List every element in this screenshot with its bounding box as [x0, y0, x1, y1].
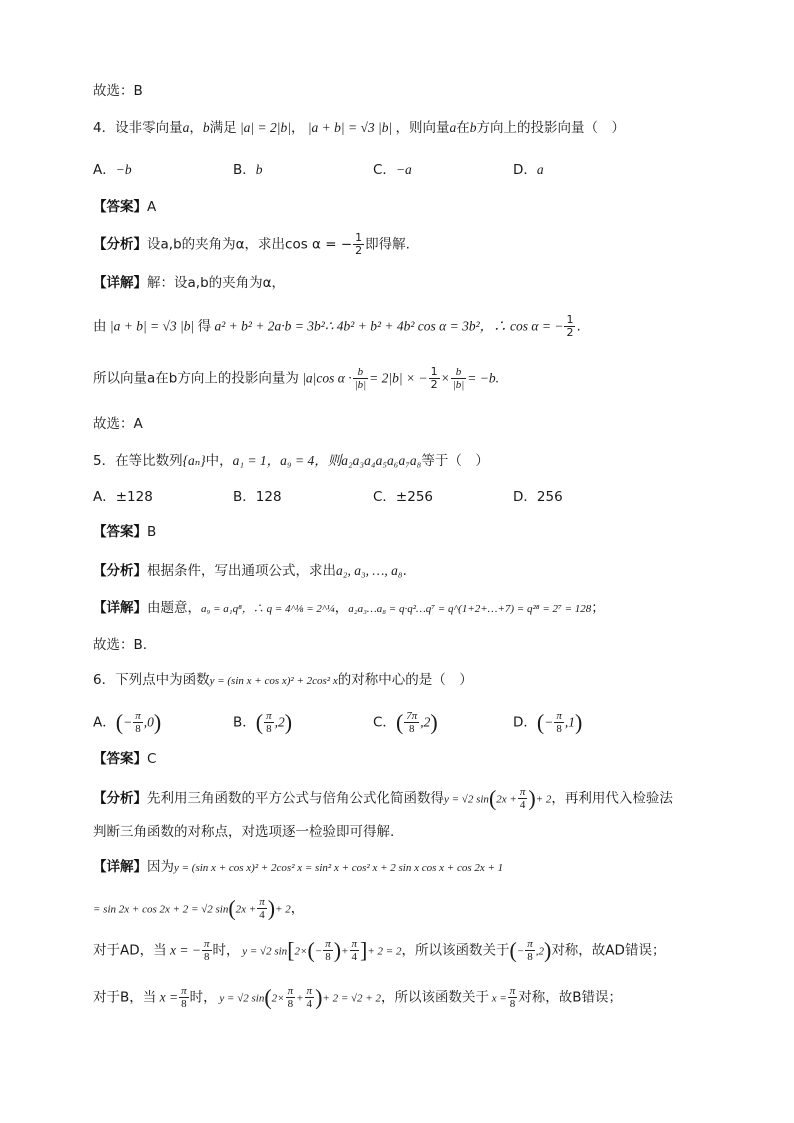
- q6-detail-1: 【详解】因为y = (sin x + cos x)² + 2cos² x = sin² x + cos² x + 2 sin x cos x + cos 2x + 1: [93, 859, 504, 875]
- q4-conclusion: 故选：A: [93, 416, 143, 432]
- q6-detail-4: 对于B，当 x = $\frac{\pi}{8}$ 时， y = √2 sin(2× $\frac{\pi}{8}$ + $\frac{\pi}{4}$ )+ 2 = √2 + 2，所以该函数关于 x = $\frac{\pi}{8}$ 对称，故B错误；: [93, 984, 623, 1010]
- q6-answer: 【答案】C: [93, 751, 157, 767]
- q6-detail-3: 对于AD，当 x = − $\frac{\pi}{8}$ 时， y = √2 sin[2×(− $\frac{\pi}{8}$ )+ $\frac{\pi}{4}$ ]+ 2 = 2，所以该函数关于(− $\frac{\pi}{8}$ ,2)对称，故AD错误；: [93, 937, 666, 963]
- q5-option-c: C．±256: [373, 489, 434, 505]
- q5-option-a: A．±128: [93, 489, 153, 505]
- q6-option-a: A．(− $\frac{\pi}{8}$ ,0): [93, 709, 162, 735]
- q5-option-d: D．256: [513, 489, 563, 505]
- q5-stem: 5．在等比数列{aₙ}中，a₁ = 1，a₉ = 4，则a₂a₃a₄a₅a₆a₇a₈等于（ ）: [93, 453, 489, 469]
- q6-option-d: D．(− $\frac{\pi}{8}$ ,1): [513, 709, 583, 735]
- q4-option-d: D．a: [513, 162, 544, 178]
- q6-option-b: B．( $\frac{\pi}{8}$ ,2): [233, 709, 293, 735]
- q4-answer: 【答案】A: [93, 199, 157, 215]
- q6-stem: 6．下列点中为函数y = (sin x + cos x)² + 2cos² x的对称中心的是（ ）: [93, 672, 473, 688]
- q4-option-c: C．−a: [373, 162, 412, 178]
- q4-option-a: A．−b: [93, 162, 132, 178]
- q6-analysis-2: 判断三角函数的对称点，对选项逐一检验即可得解.: [93, 824, 395, 840]
- q5-conclusion: 故选：B.: [93, 637, 148, 653]
- q6-analysis-1: 【分析】先利用三角函数的平方公式与倍角公式化简函数得y = √2 sin(2x + $\frac{\pi}{4}$ )+ 2，再利用代入检验法: [93, 785, 673, 811]
- q5-answer: 【答案】B: [93, 524, 157, 540]
- q4-analysis: 【分析】设a,b的夹角为α，求出cos α = − $\frac{1}{2}$ 即得解.: [93, 231, 410, 257]
- conclusion-prev: 故选：B: [93, 83, 143, 99]
- q4-option-b: B．b: [233, 162, 263, 178]
- q5-detail: 【详解】由题意，a₉ = a₁q⁸，∴ q = 4^⅛ = 2^¼，a₂a₃…a₈ = q·q²…q⁷ = q^(1+2+…+7) = q²⁸ = 2⁷ = 128；: [93, 600, 605, 616]
- q5-analysis: 【分析】根据条件，写出通项公式，求出a₂, a₃, …, a₈.: [93, 563, 407, 579]
- q5-option-b: B．128: [233, 489, 282, 505]
- q4-detail-2: 由 |a + b| = √3 |b| 得 a² + b² + 2a·b = 3b²∴ 4b² + b² + 4b² cos α = 3b²，∴ cos α = − $\frac{1}{2}$ .: [93, 313, 581, 339]
- q6-option-c: C．( $\frac{7\pi}{8}$ ,2): [373, 709, 438, 735]
- q4-detail-3: 所以向量a在b方向上的投影向量为 |a|cos α · $\frac{b}{|b|}$ = 2|b| × − $\frac{1}{2}$ × $\frac{b}{|b|}$ = −b.: [93, 365, 499, 391]
- q6-detail-2: = sin 2x + cos 2x + 2 = √2 sin(2x + $\frac{\pi}{4}$ )+ 2，: [93, 895, 305, 921]
- q4-stem: 4．设非零向量a，b满足 |a| = 2|b|， |a + b| = √3 |b| ，则向量a在b方向上的投影向量（ ）: [93, 120, 626, 136]
- q4-detail-1: 【详解】解：设a,b的夹角为α，: [93, 275, 286, 291]
